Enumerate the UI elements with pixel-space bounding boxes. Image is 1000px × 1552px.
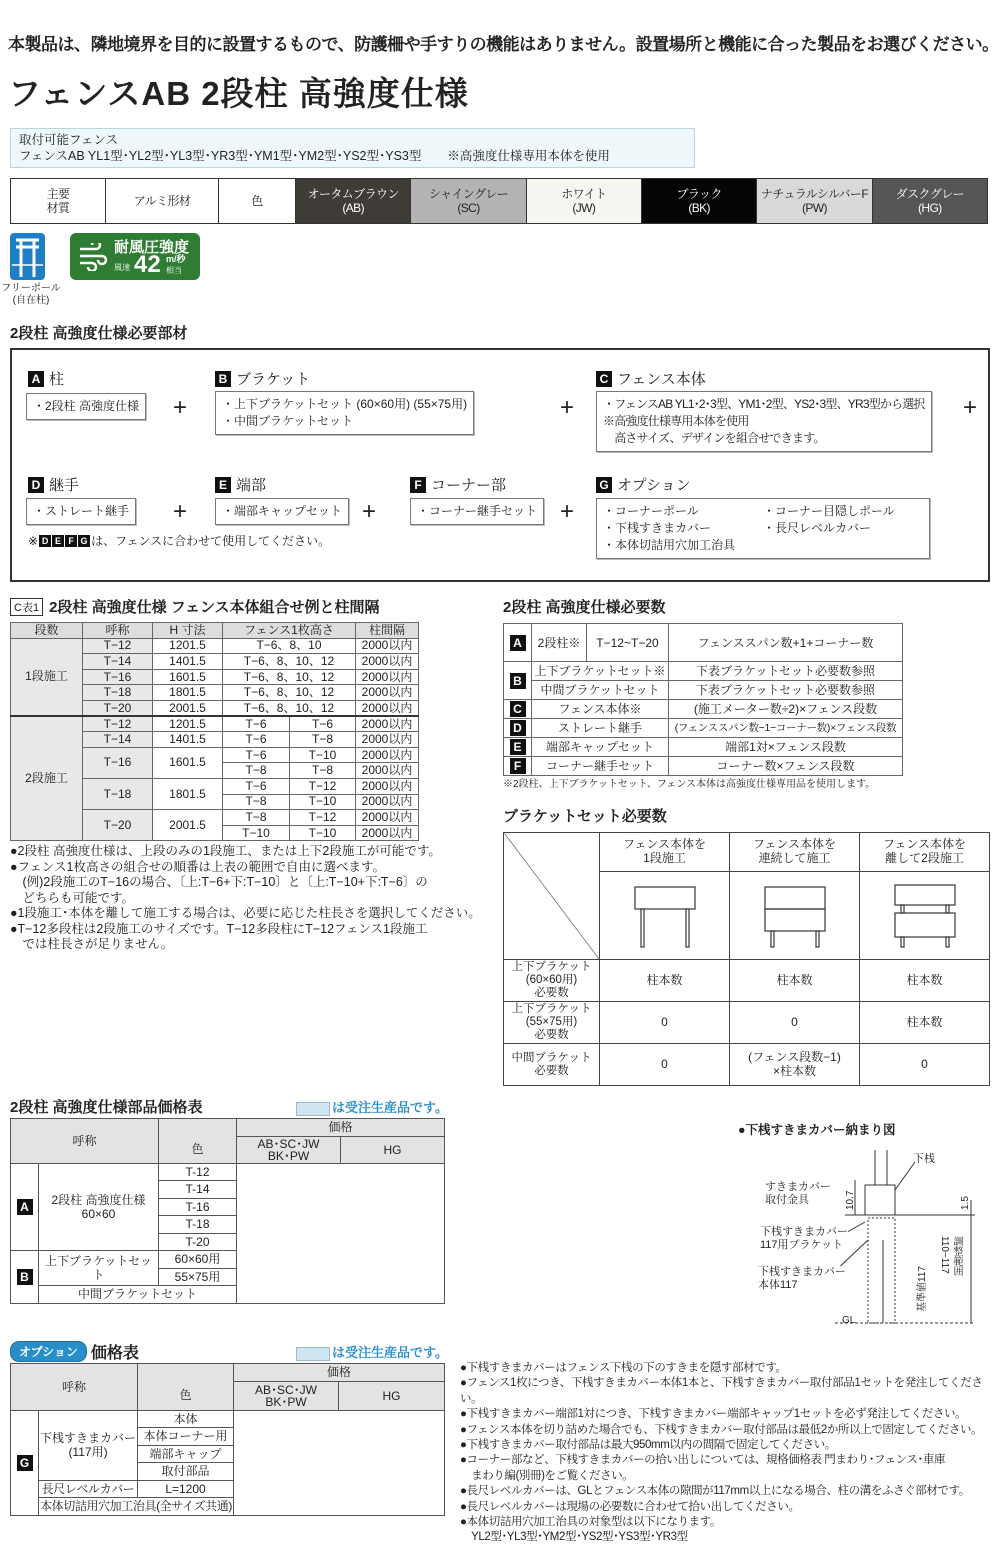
required-section	[503, 596, 993, 1086]
plus-sign: +	[173, 394, 188, 421]
color-name: ホワイト	[561, 187, 607, 201]
plus-sign: +	[362, 498, 377, 525]
long-cover-size: L=1200	[138, 1480, 234, 1498]
fence-height-lower: T−8	[290, 732, 356, 748]
fence-height: T−6、8、10、12	[223, 685, 356, 701]
size: T-20	[159, 1233, 237, 1251]
h-name: 呼称	[11, 1119, 159, 1164]
fence-height-lower: T−10	[290, 825, 356, 841]
wind-value: 42	[134, 251, 161, 278]
dim-1-5: 1.5	[960, 1196, 971, 1210]
compatible-label: 取付可能フェンス	[19, 133, 119, 147]
bk-value: 0	[600, 1002, 730, 1044]
made-to-order-swatch	[296, 1102, 330, 1116]
h-dimension: 1201.5	[153, 716, 223, 732]
cover-part: 端部キャップ	[138, 1445, 234, 1463]
label-bottom-rail: 下桟	[913, 1153, 935, 1165]
bk-value: 柱本数	[730, 960, 860, 1002]
part-label-text: ブラケット	[236, 371, 311, 388]
h-colors-std: AB･SC･JW BK･PW	[237, 1136, 341, 1163]
part-g-label	[596, 474, 691, 495]
free-pole-icon	[10, 233, 45, 280]
c-table-title: 2段柱 高強度仕様 フェンス本体組合せ例と柱間隔	[49, 599, 380, 616]
cover-part: 取付部品	[138, 1463, 234, 1481]
post-spacing: 2000以内	[356, 638, 419, 654]
bk-row-label: 上下ブラケット (55×75用) 必要数	[504, 1002, 600, 1044]
bk-col-header: フェンス本体を 1段施工	[600, 833, 730, 872]
note-line: ●フェンス本体を切り詰めた場合でも、下桟すきまカバー取付部品は最低2か所以上で固定してください。	[460, 1423, 983, 1436]
model-code: T−18	[83, 778, 153, 809]
bk-value: (フェンス段数−1) ×柱本数	[730, 1044, 860, 1086]
fence-height-upper: T−6	[223, 747, 290, 763]
bk-row-label: 中間ブラケット 必要数	[504, 1044, 600, 1086]
size: T-18	[159, 1216, 237, 1234]
part-label-text: フェンス本体	[617, 371, 706, 388]
wind-suffix: 相当	[166, 266, 182, 275]
badge-d: D	[28, 477, 44, 493]
h-colors-std: AB･SC･JW BK･PW	[234, 1381, 339, 1410]
required-qty-heading: 2段柱 高強度仕様必要数	[503, 599, 666, 616]
column-header: フェンス1枚高さ	[223, 623, 356, 639]
jig-name: 本体切詰用穴加工治具(全サイズ共通)	[40, 1499, 232, 1514]
bk-value: 柱本数	[860, 960, 990, 1002]
label-standard: 基準値117	[917, 1266, 928, 1312]
bk-value: 柱本数	[860, 1002, 990, 1044]
color-swatch	[872, 179, 987, 224]
material-value: アルミ形材	[106, 179, 219, 224]
wind-prefix: 風速	[114, 263, 130, 272]
bk-value: 0	[860, 1044, 990, 1086]
tier-label: 2段施工	[11, 716, 83, 841]
combination-table	[10, 622, 419, 841]
made-to-order-legend	[296, 1097, 448, 1116]
fence-height-upper: T−6	[223, 732, 290, 748]
bracket-name: 上下ブラケットセット	[39, 1251, 159, 1286]
note-line: ●フェンス1枚高さの組合せの順番は上表の範囲で自由に選べます。	[10, 859, 386, 874]
post-spacing: 2000以内	[356, 810, 419, 826]
price-heading: 2段柱 高強度仕様部品価格表	[10, 1099, 203, 1116]
color-code: (AB)	[342, 201, 364, 215]
label-bracket-117: 下桟すきまカバー 117用ブラケット	[760, 1226, 848, 1251]
compatible-models: フェンスAB YL1型･YL2型･YL3型･YR3型･YM1型･YM2型･YS2型･YS3型	[19, 149, 422, 163]
option-price-table	[10, 1363, 445, 1516]
plus-sign: +	[173, 498, 188, 525]
separated-tier-illustration	[860, 872, 990, 960]
option-title: 価格表	[90, 1345, 139, 1362]
label-bracket-metal: すきまカバー 取付金具	[765, 1181, 831, 1206]
color-swatch	[296, 179, 411, 224]
model-code: T−18	[83, 685, 153, 701]
part-label-text: 端部	[236, 477, 267, 494]
fence-height-upper: T−8	[223, 763, 290, 779]
post-spacing: 2000以内	[356, 747, 419, 763]
color-code: (JW)	[572, 201, 596, 215]
note-line: ●T−12多段柱は2段施工のサイズです。T−12多段柱にT−12フェンス1段施工	[10, 921, 428, 936]
color-code: (PW)	[802, 201, 827, 215]
part-item: ・2段柱 高強度仕様	[33, 399, 140, 413]
rq-qty: 下表ブラケットセット必要数参照	[669, 681, 903, 700]
badge-c: C	[510, 701, 526, 717]
free-pole-sub: (自在柱)	[12, 295, 50, 306]
part-item: ・端部キャップセット	[222, 504, 342, 518]
part-label-text: オプション	[617, 477, 691, 494]
label-gl: GL	[842, 1315, 856, 1326]
c-table-notes	[10, 844, 498, 953]
model-code: T−14	[83, 732, 153, 748]
free-pole-text: フリーポール	[1, 283, 61, 294]
part-label-text: コーナー部	[431, 477, 507, 494]
model-code: T−20	[83, 810, 153, 841]
fence-height: T−6、8、10、12	[223, 669, 356, 685]
rq-item: ストレート継手	[532, 719, 669, 738]
post-spacing: 2000以内	[356, 685, 419, 701]
part-item: ・ストレート継手	[33, 504, 130, 518]
note-line: ●フェンス1枚につき、下桟すきまカバー本体1本と、下桟すきまカバー取付部品1セットを発注してください。	[460, 1377, 983, 1405]
note-text: は、フェンスに合わせて使用してください。	[91, 534, 331, 548]
wind-icon	[78, 243, 108, 271]
fence-height: T−6、8、10	[223, 638, 356, 654]
color-swatch	[526, 179, 641, 224]
c-table-section	[10, 596, 498, 953]
legend-text: は受注生産品です。	[332, 1345, 448, 1360]
rq-item: フェンス本体※	[532, 700, 669, 719]
badge-d: D	[39, 535, 51, 547]
note-line: ●長尺レベルカバーは、GLとフェンス本体の隙間が117mm以上になる場合、柱の溝をふさぐ部材です。	[460, 1485, 970, 1498]
parts-heading: 2段柱 高強度仕様必要部材	[10, 325, 188, 342]
part-b-box	[215, 391, 474, 435]
color-code: (SC)	[457, 201, 480, 215]
main-material-label: 主要 材質	[11, 179, 106, 224]
model-code: T−14	[83, 654, 153, 670]
color-code: (HG)	[918, 201, 942, 215]
made-to-order-legend	[296, 1342, 448, 1361]
option-notes	[460, 1361, 1000, 1546]
h-color: 色	[138, 1381, 234, 1410]
column-header: 柱間隔	[356, 623, 419, 639]
size: T-16	[159, 1198, 237, 1216]
h-dimension: 2001.5	[153, 700, 223, 716]
note-line: まわり編(別冊)をご覧ください。	[460, 1469, 634, 1482]
bk-row-label: 上下ブラケット (60×60用) 必要数	[504, 960, 600, 1002]
post-spacing: 2000以内	[356, 778, 419, 794]
note-line: では柱長さが足りません。	[10, 937, 174, 952]
badge-f: F	[510, 758, 526, 774]
cover-name: 下桟すきまカバー (117用)	[39, 1410, 138, 1480]
note-line: YL2型･YL3型･YM2型･YS2型･YS3型･YR3型	[460, 1531, 688, 1544]
price-cells-empty	[234, 1410, 445, 1515]
c-table-tag: C表1	[10, 598, 43, 616]
badge-a: A	[510, 635, 526, 651]
post-spacing: 2000以内	[356, 654, 419, 670]
part-item: 高さサイズ、デザインを組合せできます。	[603, 431, 825, 445]
rq-qty: (施工メーター数÷2)×フェンス段数	[669, 700, 903, 719]
h-color: 色	[159, 1136, 237, 1163]
part-item: ・コーナー目隠しポール	[763, 504, 895, 518]
part-item: ・フェンスAB YL1･2･3型、YM1･2型、YS2･3型、YR3型から選択	[603, 397, 925, 411]
fence-height-upper: T−6	[223, 778, 290, 794]
post-spacing: 2000以内	[356, 700, 419, 716]
note-line: ●本体切詰用穴加工治具の対象型は以下になります。	[460, 1516, 721, 1529]
part-item: ※高強度仕様専用本体を使用	[603, 414, 749, 428]
bracket-heading: ブラケットセット必要数	[503, 808, 667, 825]
part-e-label	[215, 474, 266, 495]
required-footnote: ※2段柱、上下ブラケットセット、フェンス本体は高強度仕様専用品を使用します。	[503, 779, 876, 790]
part-a-box	[26, 393, 146, 420]
part-d-label	[28, 474, 79, 495]
badge-e: E	[215, 477, 231, 493]
fence-height: T−6、8、10、12	[223, 700, 356, 716]
part-c-label	[596, 368, 706, 389]
rq-qty: コーナー数×フェンス段数	[669, 757, 903, 776]
size: 60×60用	[159, 1251, 237, 1269]
fence-height-lower: T−10	[290, 794, 356, 810]
part-item: ・コーナーポール	[603, 504, 699, 518]
rq-qty: (フェンススパン数−1−コーナー数)×フェンス段数	[669, 719, 903, 738]
legend-text: は受注生産品です。	[332, 1100, 448, 1115]
parts-note	[28, 532, 330, 549]
bk-col-header: フェンス本体を 離して2段施工	[860, 833, 990, 872]
fence-height-lower: T−6	[290, 716, 356, 732]
table-row	[11, 638, 419, 654]
option-pill: オプション	[10, 1341, 87, 1362]
model-code: T−16	[83, 669, 153, 685]
h-price: 価格	[234, 1364, 445, 1382]
h-dimension: 1201.5	[153, 638, 223, 654]
badge-b: B	[215, 371, 231, 387]
badge-b: B	[17, 1269, 33, 1285]
note-line: どちらも可能です。	[10, 890, 135, 905]
post-spacing: 2000以内	[356, 763, 419, 779]
badge-g: G	[17, 1455, 33, 1471]
continuous-tier-illustration	[730, 872, 860, 960]
rq-size: T−12~T−20	[587, 624, 669, 662]
model-code: T−12	[83, 716, 153, 732]
label-range: 調整範囲 110~117	[939, 1236, 962, 1276]
rq-item: 2段柱※	[532, 624, 587, 662]
rq-item: 端部キャップセット	[532, 738, 669, 757]
column-header: 段数	[11, 623, 83, 639]
post-spacing: 2000以内	[356, 794, 419, 810]
price-cells-empty	[237, 1163, 445, 1303]
badge-g: G	[78, 535, 90, 547]
part-d-box	[26, 498, 136, 525]
diagonal-corner	[504, 833, 600, 960]
mid-bracket-name: 中間ブラケットセット	[39, 1286, 237, 1304]
h-dimension: 1601.5	[153, 669, 223, 685]
part-b-label	[215, 368, 310, 389]
part-item: ・長尺レベルカバー	[763, 521, 872, 535]
size: 55×75用	[159, 1268, 237, 1286]
color-name: オータムブラウン	[307, 187, 399, 201]
note-line: ●コーナー部など、下桟すきまカバーの拾い出しについては、規格価格表 門まわり･フェンス･車庫	[460, 1454, 946, 1467]
post-spacing: 2000以内	[356, 669, 419, 685]
h-colors-hg: HG	[339, 1381, 445, 1410]
color-name: ダスクグレー	[895, 187, 965, 201]
label-body-117: 下桟すきまカバー 本体117	[758, 1266, 846, 1291]
table-row	[11, 716, 419, 732]
dim-10-7: 10.7	[845, 1190, 856, 1210]
plus-sign: +	[560, 394, 575, 421]
made-to-order-swatch	[296, 1347, 330, 1361]
part-g-box	[596, 498, 930, 559]
part-f-box	[410, 498, 544, 525]
header-row	[11, 623, 419, 639]
color-name: ブラック	[676, 187, 722, 201]
model-code: T−12	[83, 638, 153, 654]
part-f-label	[410, 474, 506, 495]
fence-height-lower: T−8	[290, 763, 356, 779]
part-a-label	[28, 368, 64, 389]
badge-d: D	[510, 720, 526, 736]
cover-part: 本体コーナー用	[138, 1428, 234, 1446]
plus-sign: +	[963, 394, 978, 421]
part-item: ・下桟すきまカバー	[603, 521, 712, 535]
rq-item: コーナー継手セット	[532, 757, 669, 776]
badge-e: E	[510, 739, 526, 755]
size: T-12	[159, 1163, 237, 1181]
model-code: T−20	[83, 700, 153, 716]
wind-unit: m/秒	[166, 254, 186, 264]
h-dimension: 1601.5	[153, 747, 223, 778]
disclaimer-banner: 本製品は、隣地境界を目的に設置するもので、防護柵や手すりの機能はありません。設置場所と機能に合った製品をお選びください。	[8, 35, 999, 54]
note-line: (例)2段施工のT−16の場合、〔上:T−6+下:T−10〕と〔上:T−10+下:T−6〕の	[10, 875, 428, 890]
note-line: ●下桟すきまカバーはフェンス下桟の下のすきまを隠す部材です。	[460, 1362, 787, 1374]
note-line: ●2段柱 高強度仕様は、上段のみの1段施工、または上下2段施工が可能です。	[10, 844, 441, 859]
part-item: ・コーナー継手セット	[417, 504, 538, 518]
compatible-fences-box	[10, 128, 695, 168]
fence-height: T−6、8、10、12	[223, 654, 356, 670]
rq-item: 上下ブラケットセット※	[532, 662, 669, 681]
diagram-title: ●下桟すきまカバー納まり図	[738, 1123, 896, 1137]
post-spacing: 2000以内	[356, 825, 419, 841]
required-qty-table	[503, 623, 903, 776]
fence-height-upper: T−6	[223, 716, 290, 732]
note-line: ●長尺レベルカバーは現場の必要数に合わせて拾い出してください。	[460, 1500, 800, 1513]
fence-height-lower: T−12	[290, 778, 356, 794]
h-dimension: 1401.5	[153, 732, 223, 748]
h-price: 価格	[237, 1119, 445, 1137]
note-line: ●1段施工･本体を離して施工する場合は、必要に応じた柱長さを選択してください。	[10, 906, 481, 921]
column-header: H 寸法	[153, 623, 223, 639]
h-name-ext	[138, 1364, 234, 1382]
badge-b: B	[510, 673, 526, 689]
badge-a: A	[17, 1199, 33, 1215]
fence-height-upper: T−10	[223, 825, 290, 841]
option-heading	[10, 1340, 139, 1363]
part-item: ・上下ブラケットセット (60×60用) (55×75用)	[222, 397, 468, 411]
color-name: シャイングレー	[428, 187, 509, 201]
h-dimension: 2001.5	[153, 810, 223, 841]
h-dimension: 1801.5	[153, 685, 223, 701]
part-item: ・本体切詰用穴加工治具	[603, 538, 736, 552]
fence-height-lower: T−12	[290, 810, 356, 826]
part-c-box	[596, 391, 932, 452]
h-dimension: 1401.5	[153, 654, 223, 670]
bk-value: 0	[600, 1044, 730, 1086]
c-table-heading	[10, 596, 498, 617]
rq-qty: 下表ブラケットセット必要数参照	[669, 662, 903, 681]
model-code: T−16	[83, 747, 153, 778]
note-line: ●下桟すきまカバー取付部品は最大950mm以内の間隔で固定してください。	[460, 1439, 836, 1452]
column-header: 呼称	[83, 623, 153, 639]
badge-g: G	[596, 477, 612, 493]
h-colors-hg: HG	[341, 1136, 445, 1163]
part-label-text: 柱	[49, 371, 65, 388]
tier-label: 1段施工	[11, 638, 83, 716]
bk-col-header: フェンス本体を 連続して施工	[730, 833, 860, 872]
color-swatch	[411, 179, 526, 224]
part-item: ・中間ブラケットセット	[222, 414, 354, 428]
cover-part: 本体	[138, 1410, 234, 1428]
post-spacing: 2000以内	[356, 732, 419, 748]
plus-sign: +	[560, 498, 575, 525]
color-swatch	[757, 179, 872, 224]
color-code: (BK)	[688, 201, 710, 215]
fence-height-lower: T−10	[290, 747, 356, 763]
material-color-table	[10, 178, 988, 224]
fence-height-upper: T−8	[223, 794, 290, 810]
long-cover-name: 長尺レベルカバー	[39, 1480, 138, 1498]
wind-resistance-badge	[70, 233, 200, 280]
badge-a: A	[28, 371, 44, 387]
bk-value: 0	[730, 1002, 860, 1044]
part-e-box	[215, 498, 349, 525]
h-name: 呼称	[11, 1364, 138, 1411]
post-spacing: 2000以内	[356, 716, 419, 732]
bk-value: 柱本数	[600, 960, 730, 1002]
h-name-ext	[159, 1119, 237, 1137]
page-title: フェンスAB 2段柱 高強度仕様	[8, 75, 469, 112]
post-name: 2段柱 高強度仕様 60×60	[39, 1163, 159, 1251]
wind-title: 耐風圧強度	[114, 239, 190, 256]
badge-e: E	[52, 535, 64, 547]
badge-c: C	[596, 371, 612, 387]
color-swatch	[641, 179, 756, 224]
free-pole-label	[0, 283, 62, 307]
fence-height-upper: T−8	[223, 810, 290, 826]
price-table	[10, 1118, 445, 1304]
note-line: ●下桟すきまカバー端部1対につき、下桟すきまカバー端部キャップ1セットを必ず発注してください。	[460, 1408, 967, 1421]
badge-f: F	[410, 477, 426, 493]
note-prefix: ※	[28, 533, 39, 548]
rq-qty: 端部1対×フェンス段数	[669, 738, 903, 757]
badge-f: F	[65, 535, 77, 547]
part-label-text: 継手	[49, 477, 80, 494]
h-dimension: 1801.5	[153, 778, 223, 809]
color-label: 色	[219, 179, 296, 224]
compatible-note: ※高強度仕様専用本体を使用	[447, 149, 610, 163]
single-tier-illustration	[600, 872, 730, 960]
rq-item: 中間ブラケットセット	[532, 681, 669, 700]
color-name: ナチュラルシルバーF	[760, 187, 869, 201]
bracket-table	[503, 832, 990, 1086]
size: T-14	[159, 1181, 237, 1199]
rq-qty: フェンススパン数+1+コーナー数	[669, 624, 903, 662]
